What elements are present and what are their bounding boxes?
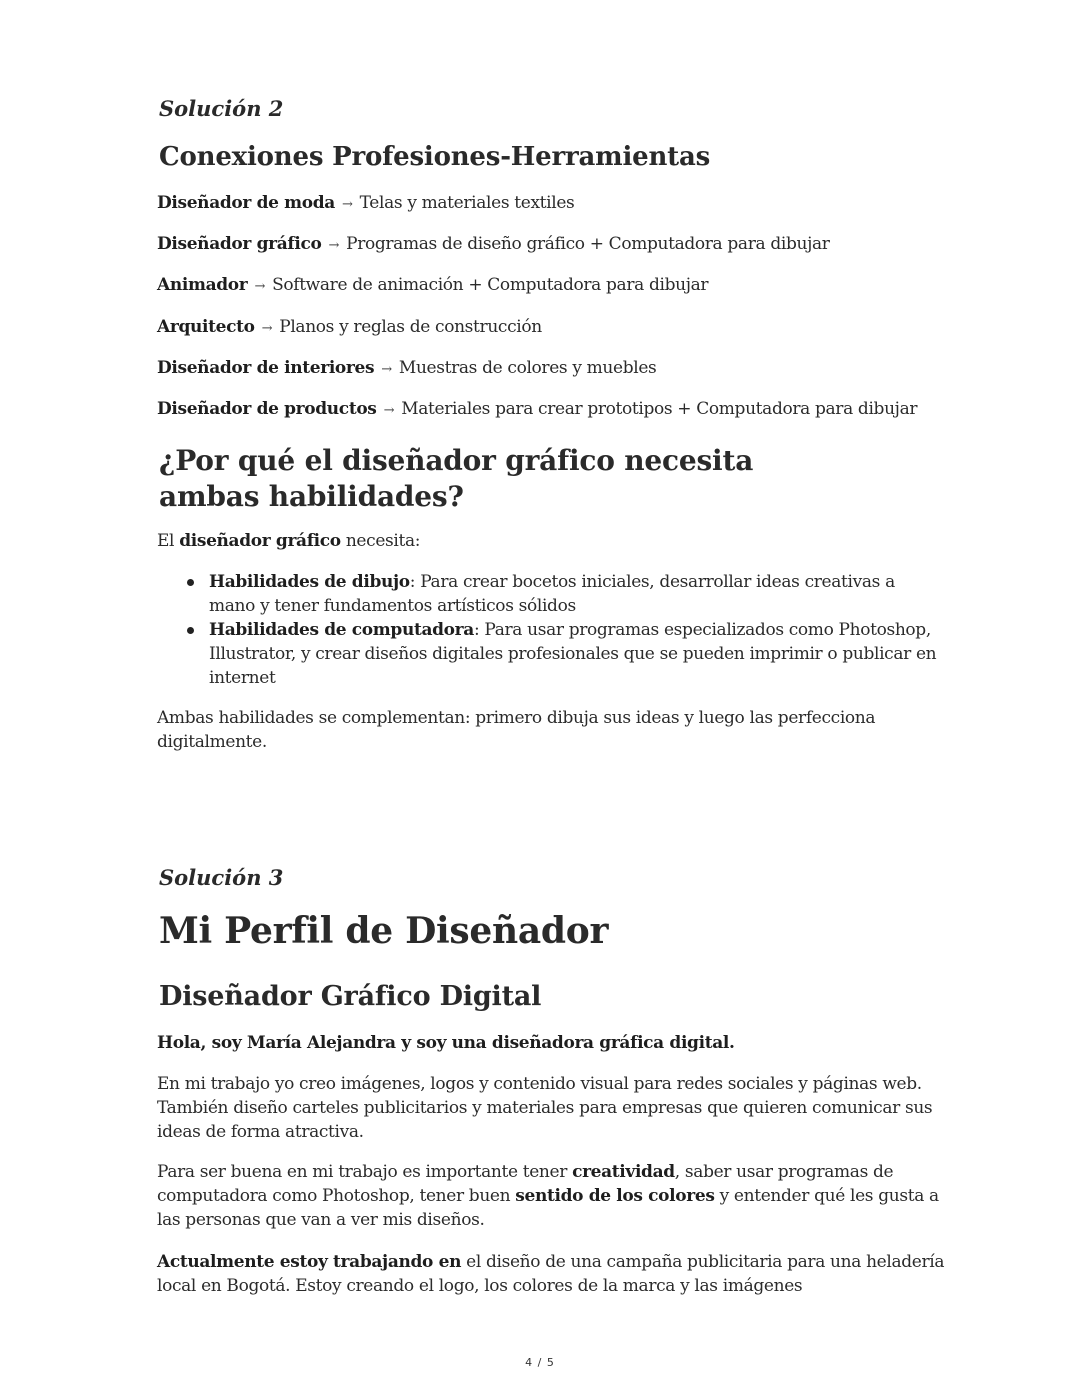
solution-3-label: Solución 3 — [159, 865, 284, 890]
profession-name: Arquitecto — [157, 317, 255, 337]
arrow-icon: → — [328, 238, 340, 253]
connection-item — [157, 315, 947, 341]
profession-name: Diseñador de productos — [157, 399, 377, 419]
intro-text: El — [157, 531, 180, 551]
profession-tools: Telas y materiales textiles — [359, 193, 575, 213]
list-item — [209, 618, 939, 690]
question-heading: ¿Por qué el diseñador gráfico necesita ambas habilidades? — [159, 444, 754, 513]
connection-item — [157, 273, 947, 299]
current-work-bold: Actualmente estoy trabajando en — [157, 1252, 462, 1272]
intro-bold: diseñador gráfico — [179, 531, 341, 551]
skills-text: Para ser buena en mi trabajo es importante tener — [157, 1162, 573, 1182]
bullet-icon — [187, 627, 194, 634]
arrow-icon: → — [261, 321, 273, 336]
greeting-text: Hola, soy María Alejandra y soy una diseñadora gráfica digital. — [157, 1033, 735, 1053]
skill-name: Habilidades de computadora — [209, 620, 474, 640]
intro-paragraph — [157, 529, 947, 553]
skills-text: y entender qué les gusta a las personas que van a ver mis diseños. — [157, 1186, 939, 1230]
arrow-icon: → — [254, 279, 266, 294]
profession-name: Diseñador de moda — [157, 193, 335, 213]
connection-item — [157, 191, 947, 217]
work-paragraph: En mi trabajo yo creo imágenes, logos y contenido visual para redes sociales y páginas web. También diseño carteles publicitarios y materiales para empresas que quieren comunicar sus ideas de forma atractiva. — [157, 1074, 933, 1142]
skill-description: : Para usar programas especializados como Photoshop, Illustrator, y crear diseños digitales profesionales que se pueden imprimir o publicar en internet — [209, 620, 937, 688]
skills-paragraph — [157, 1160, 947, 1232]
connection-item — [157, 232, 947, 258]
arrow-icon: → — [381, 362, 392, 377]
page-title: Mi Perfil de Diseñador — [159, 910, 609, 952]
profession-tools: Software de animación + Computadora para dibujar — [272, 275, 709, 295]
profession-tools: Materiales para crear prototipos + Computadora para dibujar — [401, 399, 918, 419]
profession-tools: Programas de diseño gráfico + Computadora para dibujar — [346, 234, 830, 254]
current-work-paragraph — [157, 1250, 947, 1298]
skill-description: : Para crear bocetos iniciales, desarrollar ideas creativas a mano y tener fundamentos artísticos sólidos — [209, 572, 895, 616]
greeting-paragraph — [157, 1031, 947, 1055]
connections-heading: Conexiones Profesiones-Herramientas — [159, 142, 711, 172]
page-number: 4 / 5 — [525, 1356, 555, 1369]
profile-subtitle: Diseñador Gráfico Digital — [159, 981, 542, 1012]
connection-item — [157, 356, 947, 382]
profession-tools: Planos y reglas de construcción — [279, 317, 542, 337]
current-work-text: el diseño de una campaña publicitaria para una heladería local en Bogotá. Estoy creando el logo, los colores de la marca y las imágenes — [157, 1252, 945, 1296]
skills-bold-colors: sentido de los colores — [515, 1186, 715, 1206]
skill-name: Habilidades de dibujo — [209, 572, 410, 592]
list-item — [209, 570, 939, 618]
arrow-icon: → — [342, 197, 353, 212]
skills-text: , saber usar programas de computadora como Photoshop, tener buen — [157, 1162, 894, 1206]
profession-name: Diseñador gráfico — [157, 234, 322, 254]
arrow-icon: → — [383, 403, 395, 418]
profession-tools: Muestras de colores y muebles — [398, 358, 657, 378]
connection-item — [157, 397, 947, 423]
solution-2-label: Solución 2 — [159, 96, 284, 121]
bullet-icon — [187, 579, 194, 586]
profession-name: Diseñador de interiores — [157, 358, 375, 378]
skills-bold-creativity: creatividad — [572, 1162, 675, 1182]
profession-name: Animador — [157, 275, 248, 295]
skills-list — [209, 570, 939, 690]
conclusion-paragraph: Ambas habilidades se complementan: primero dibuja sus ideas y luego las perfecciona digitalmente. — [157, 708, 876, 752]
intro-text-end: necesita: — [340, 531, 421, 551]
